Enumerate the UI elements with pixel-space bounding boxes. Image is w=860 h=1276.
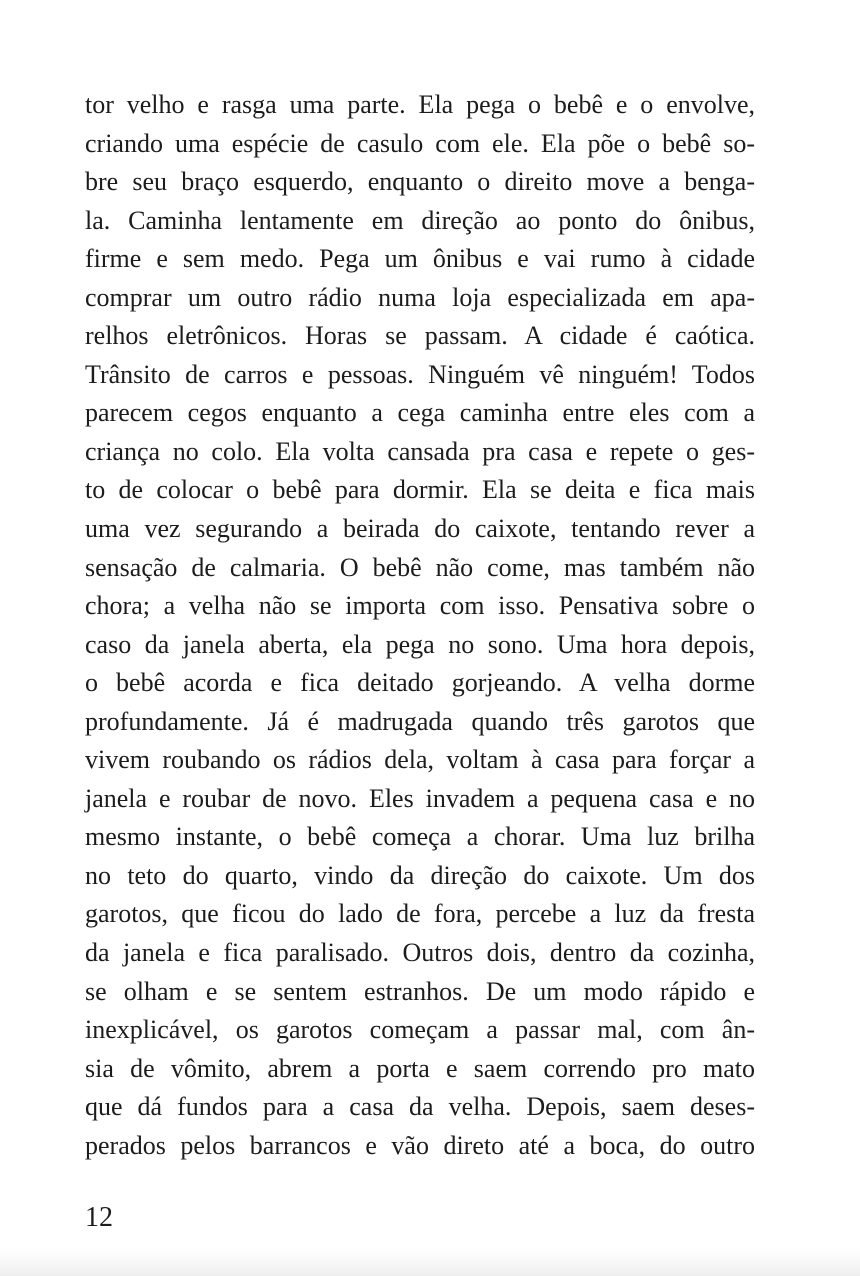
text-line: bre seu braço esquerdo, enquanto o direito move a benga- [85,167,755,197]
text-line: inexplicável, os garotos começam a passar mal, com ân- [85,1015,755,1045]
text-line: firme e sem medo. Pega um ônibus e vai rumo à cidade [85,244,755,274]
text-line: tor velho e rasga uma parte. Ela pega o bebê e o envolve, [85,90,755,119]
page-number: 12 [85,1202,113,1233]
text-line: Trânsito de carros e pessoas. Ninguém vê ninguém! Todos [85,359,755,389]
page-edge-shadow [0,1250,860,1276]
body-text [85,86,755,1165]
text-line: criança no colo. Ela volta cansada pra casa e repete o ges- [85,436,755,466]
text-line: la. Caminha lentamente em direção ao ponto do ônibus, [85,205,755,235]
text-line: sia de vômito, abrem a porta e saem correndo pro mato [85,1053,755,1083]
text-line: criando uma espécie de casulo com ele. Ela põe o bebê so- [85,128,755,158]
text-line: profundamente. Já é madrugada quando três garotos que [85,706,755,736]
text-line: sensação de calmaria. O bebê não come, mas também não [85,552,755,582]
text-line: mesmo instante, o bebê começa a chorar. Uma luz brilha [85,822,755,852]
text-line: chora; a velha não se importa com isso. Pensativa sobre o [85,591,755,621]
text-line: uma vez segurando a beirada do caixote, tentando rever a [85,514,755,544]
text-line: comprar um outro rádio numa loja especializada em apa- [85,282,755,312]
text-line: se olham e se sentem estranhos. De um modo rápido e [85,976,755,1006]
text-line: no teto do quarto, vindo da direção do caixote. Um dos [85,860,755,890]
text-line: perados pelos barrancos e vão direto até a boca, do outro [85,1130,755,1160]
text-line: garotos, que ficou do lado de fora, percebe a luz da fresta [85,899,755,929]
text-line: parecem cegos enquanto a cega caminha entre eles com a [85,398,755,428]
text-line: caso da janela aberta, ela pega no sono. Uma hora depois, [85,629,755,659]
text-line: relhos eletrônicos. Horas se passam. A cidade é caótica. [85,321,755,351]
text-line: to de colocar o bebê para dormir. Ela se deita e fica mais [85,475,755,505]
text-line: janela e roubar de novo. Eles invadem a pequena casa e no [85,783,755,813]
text-line: vivem roubando os rádios dela, voltam à casa para forçar a [85,745,755,775]
text-line: da janela e fica paralisado. Outros dois, dentro da cozinha, [85,938,755,968]
text-line: o bebê acorda e fica deitado gorjeando. A velha dorme [85,668,755,698]
text-line: que dá fundos para a casa da velha. Depois, saem deses- [85,1092,755,1122]
